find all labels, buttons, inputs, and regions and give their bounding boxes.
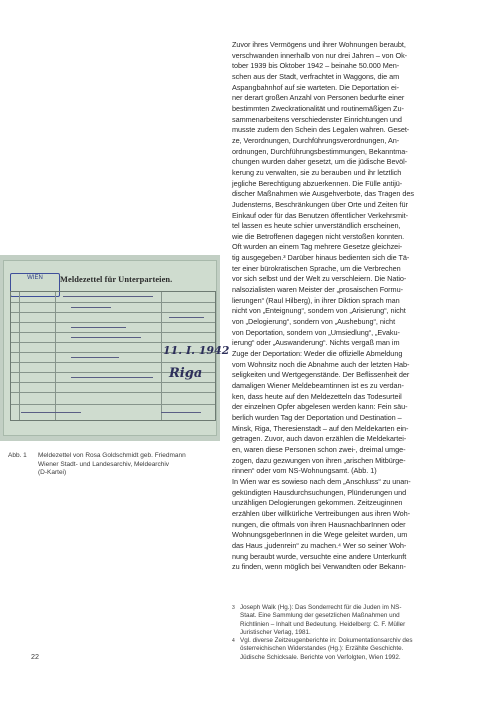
body-text-line: nalsozialisten waren Meister der „prosaischen Formu- xyxy=(232,285,403,295)
body-text-line: der einzelnen Opfer abgelesen werden kann: Fein säu- xyxy=(232,402,408,412)
body-text xyxy=(232,40,474,573)
form-heading: Meldezettel für Unterparteien. xyxy=(60,275,173,284)
body-text-line: Einkauf oder für das Benutzen öffentlicher Verkehrsmit- xyxy=(232,210,408,220)
caption-line: (D-Kartei) xyxy=(38,469,67,477)
footnote-4 xyxy=(232,637,474,662)
body-text-line: vom Wohnsitz noch die Abnahme auch der letzten Hab- xyxy=(232,359,410,369)
body-text-line: discher Maßnahmen wie Ausgehverbote, das Tragen des xyxy=(232,189,415,199)
footnote-line: Juristischer Verlag, 1981. xyxy=(240,628,311,636)
footnote-3 xyxy=(232,604,474,637)
body-text-line: damaligen Wiener Meldebeamtinnen ist es zu verdan- xyxy=(232,381,404,390)
body-text-line: Aspangbahnhof auf sie warteten. Die Deportation ei- xyxy=(232,82,400,92)
body-text-line: von „Delogierung“, sondern von „Aushebung“, nicht xyxy=(232,317,396,327)
body-text-line: chungen wurden daher gesetzt, um die jüdische Bevöl- xyxy=(232,157,408,167)
handwritten-destination: Riga xyxy=(169,366,203,381)
body-text-line: nungen, die oftmals von ihren HausnachbarInnen oder xyxy=(232,519,406,529)
body-text-line: tig ausgegeben.³ Darüber hinaus bedienten sich die Tä- xyxy=(232,253,410,263)
stamp-text: WIEN xyxy=(27,275,43,281)
caption-line: Wiener Stadt- und Landesarchiv, Meldearchiv xyxy=(38,460,170,468)
footnote-marker: 4 xyxy=(232,638,235,645)
footnote-line: Vgl. diverse Zeitzeugenberichte in: Dokumentationsarchiv des xyxy=(240,637,413,645)
body-text-line: gekündigten Hausdurchsuchungen, Plünderungen und xyxy=(232,487,407,497)
body-text-line: ter einer bürokratischen Sprache, um die Verbrechen xyxy=(232,263,401,273)
body-text-line: berlich wurden Tag der Deportation und Destination – xyxy=(232,412,402,422)
body-text-line: nung beraubt wurde, versuchte eine andere Unterkunft xyxy=(232,551,407,561)
body-text-line: Oft wurden an einem Tag mehrere Gesetze gleichzei- xyxy=(232,242,403,252)
body-text-line: kerung zu verwalten, sie zu berauben und ihr letztlich xyxy=(232,167,402,177)
body-text-line: Zuge der Deportation: Weder die offizielle Abmeldung xyxy=(232,349,403,359)
body-text-line: musste zudem den Schein des Legalen wahren. Geset- xyxy=(232,125,410,135)
body-text-line: jegliche Berechtigung abzuerkennen. Die Fülle antijü- xyxy=(232,178,403,188)
body-text-line: Judensterns, Beschränkungen über Orte und Zeiten für xyxy=(232,199,408,209)
body-text-line: das Haus „judenrein“ zu machen.⁴ Wer so seiner Woh- xyxy=(232,540,407,550)
footnote-line: Jüdische Schicksale. Berichte von Verfolgten, Wien 1992. xyxy=(240,653,401,661)
registration-form-photo xyxy=(0,255,230,441)
body-text-line: schen aus der Stadt, verfrachtet in Waggons, die am xyxy=(232,71,400,81)
body-text-line: Zuvor ihres Vermögens und ihrer Wohnungen beraubt, xyxy=(232,40,406,49)
body-text-line: tober 1939 bis Oktober 1942 – beinahe 50.000 Men- xyxy=(232,61,400,71)
footnote-line: Richtlinien – Inhalt und Bedeutung. Heidelberg: C. F. Müller xyxy=(240,620,406,628)
body-text-line: lierungen“ (Raul Hilberg), in ihrer Diktion sprach man xyxy=(232,295,400,305)
footnote-line: Joseph Walk (Hg.): Das Sonderrecht für die Juden im NS- xyxy=(240,604,402,611)
body-text-line: nicht von „Enteignung“, sondern von „Arisierung“, nicht xyxy=(232,306,406,316)
footnote-line: österreichischen Widerstandes (Hg.): Erzählte Geschichte. xyxy=(240,645,404,653)
caption-text xyxy=(38,452,220,478)
body-text-line: Minsk, Riga, Theresienstadt – auf den Meldekarten ein- xyxy=(232,423,409,433)
body-text-line: seligkeiten und Wertgegenstände. Der Beflissenheit der xyxy=(232,370,410,380)
body-text-line: zogen, dazu gezwungen von ihren „arischen Mitbürge- xyxy=(232,455,406,465)
body-text-line: ken, dass heute auf den Meldezetteln das Todesurteil xyxy=(232,391,402,401)
body-text-line: verschwanden innerhalb von nur drei Jahren – von Ok- xyxy=(232,50,408,60)
body-text-line: ierung“ oder „Auswanderung“. Nichts vergaß man im xyxy=(232,338,400,348)
body-text-line: von Deportation, sondern von „Umsiedlung“, „Evaku- xyxy=(232,327,400,337)
body-text-line: ner derart großen Anzahl von Personen bedurfte einer xyxy=(232,93,405,103)
footnotes xyxy=(232,604,474,662)
footnote-line: Staat. Eine Sammlung der gesetzlichen Maßnahmen und xyxy=(240,612,400,620)
body-text-line: rinnen“ oder vom NS-Wohnungsamt. (Abb. 1) xyxy=(232,466,377,476)
body-text-line: wie die Betroffenen dagegen nicht verstoßen konnten. xyxy=(232,231,405,241)
handwritten-date: 11. I. 1942 xyxy=(163,344,230,357)
body-text-line: unzähligen Delogierungen gekommen. Zeitzeuginnen xyxy=(232,498,403,508)
body-text-line: getragen. Zuvor, auch davon erzählen die Meldekartei- xyxy=(232,434,407,444)
page-number: 22 xyxy=(31,652,39,661)
body-text-line: erzählen über willkürliche Vertreibungen aus ihren Woh- xyxy=(232,508,411,518)
body-text-line: en, waren diese Personen schon zwei-, dreimal umge- xyxy=(232,444,406,454)
body-text-line: ordnungen, Durchführungsbestimmungen, Bekanntma- xyxy=(232,146,408,156)
body-text-line: In Wien war es sowieso nach dem „Anschluss“ zu unan- xyxy=(232,476,411,486)
body-text-line: bestimmten Zweckrationalität und routinemäßigen Zu- xyxy=(232,103,404,113)
footnote-marker: 3 xyxy=(232,605,235,611)
body-text-line: sammenarbeitens verschiedenster Einrichtungen und xyxy=(232,114,402,124)
form-card xyxy=(4,261,230,435)
body-text-line: tel lassen es heute schier unverständlich erscheinen, xyxy=(232,221,401,231)
form-grid xyxy=(10,291,230,421)
body-text-line: ze, Verordnungen, Durchführungsverordnungen, An- xyxy=(232,135,400,145)
body-text-line: zu finden, wenn möglich bei Verwandten oder Bekann- xyxy=(232,562,406,572)
body-text-line: WohnungsgeberInnen in die Wege geleitet wurden, um xyxy=(232,530,408,540)
caption-number: Abb. 1 xyxy=(8,452,27,459)
caption-line: Meldezettel von Rosa Goldschmidt geb. Friedmann xyxy=(38,452,186,459)
body-text-line: vor sich selbst und der Welt zu verschleiern. Die Natio- xyxy=(232,274,407,284)
